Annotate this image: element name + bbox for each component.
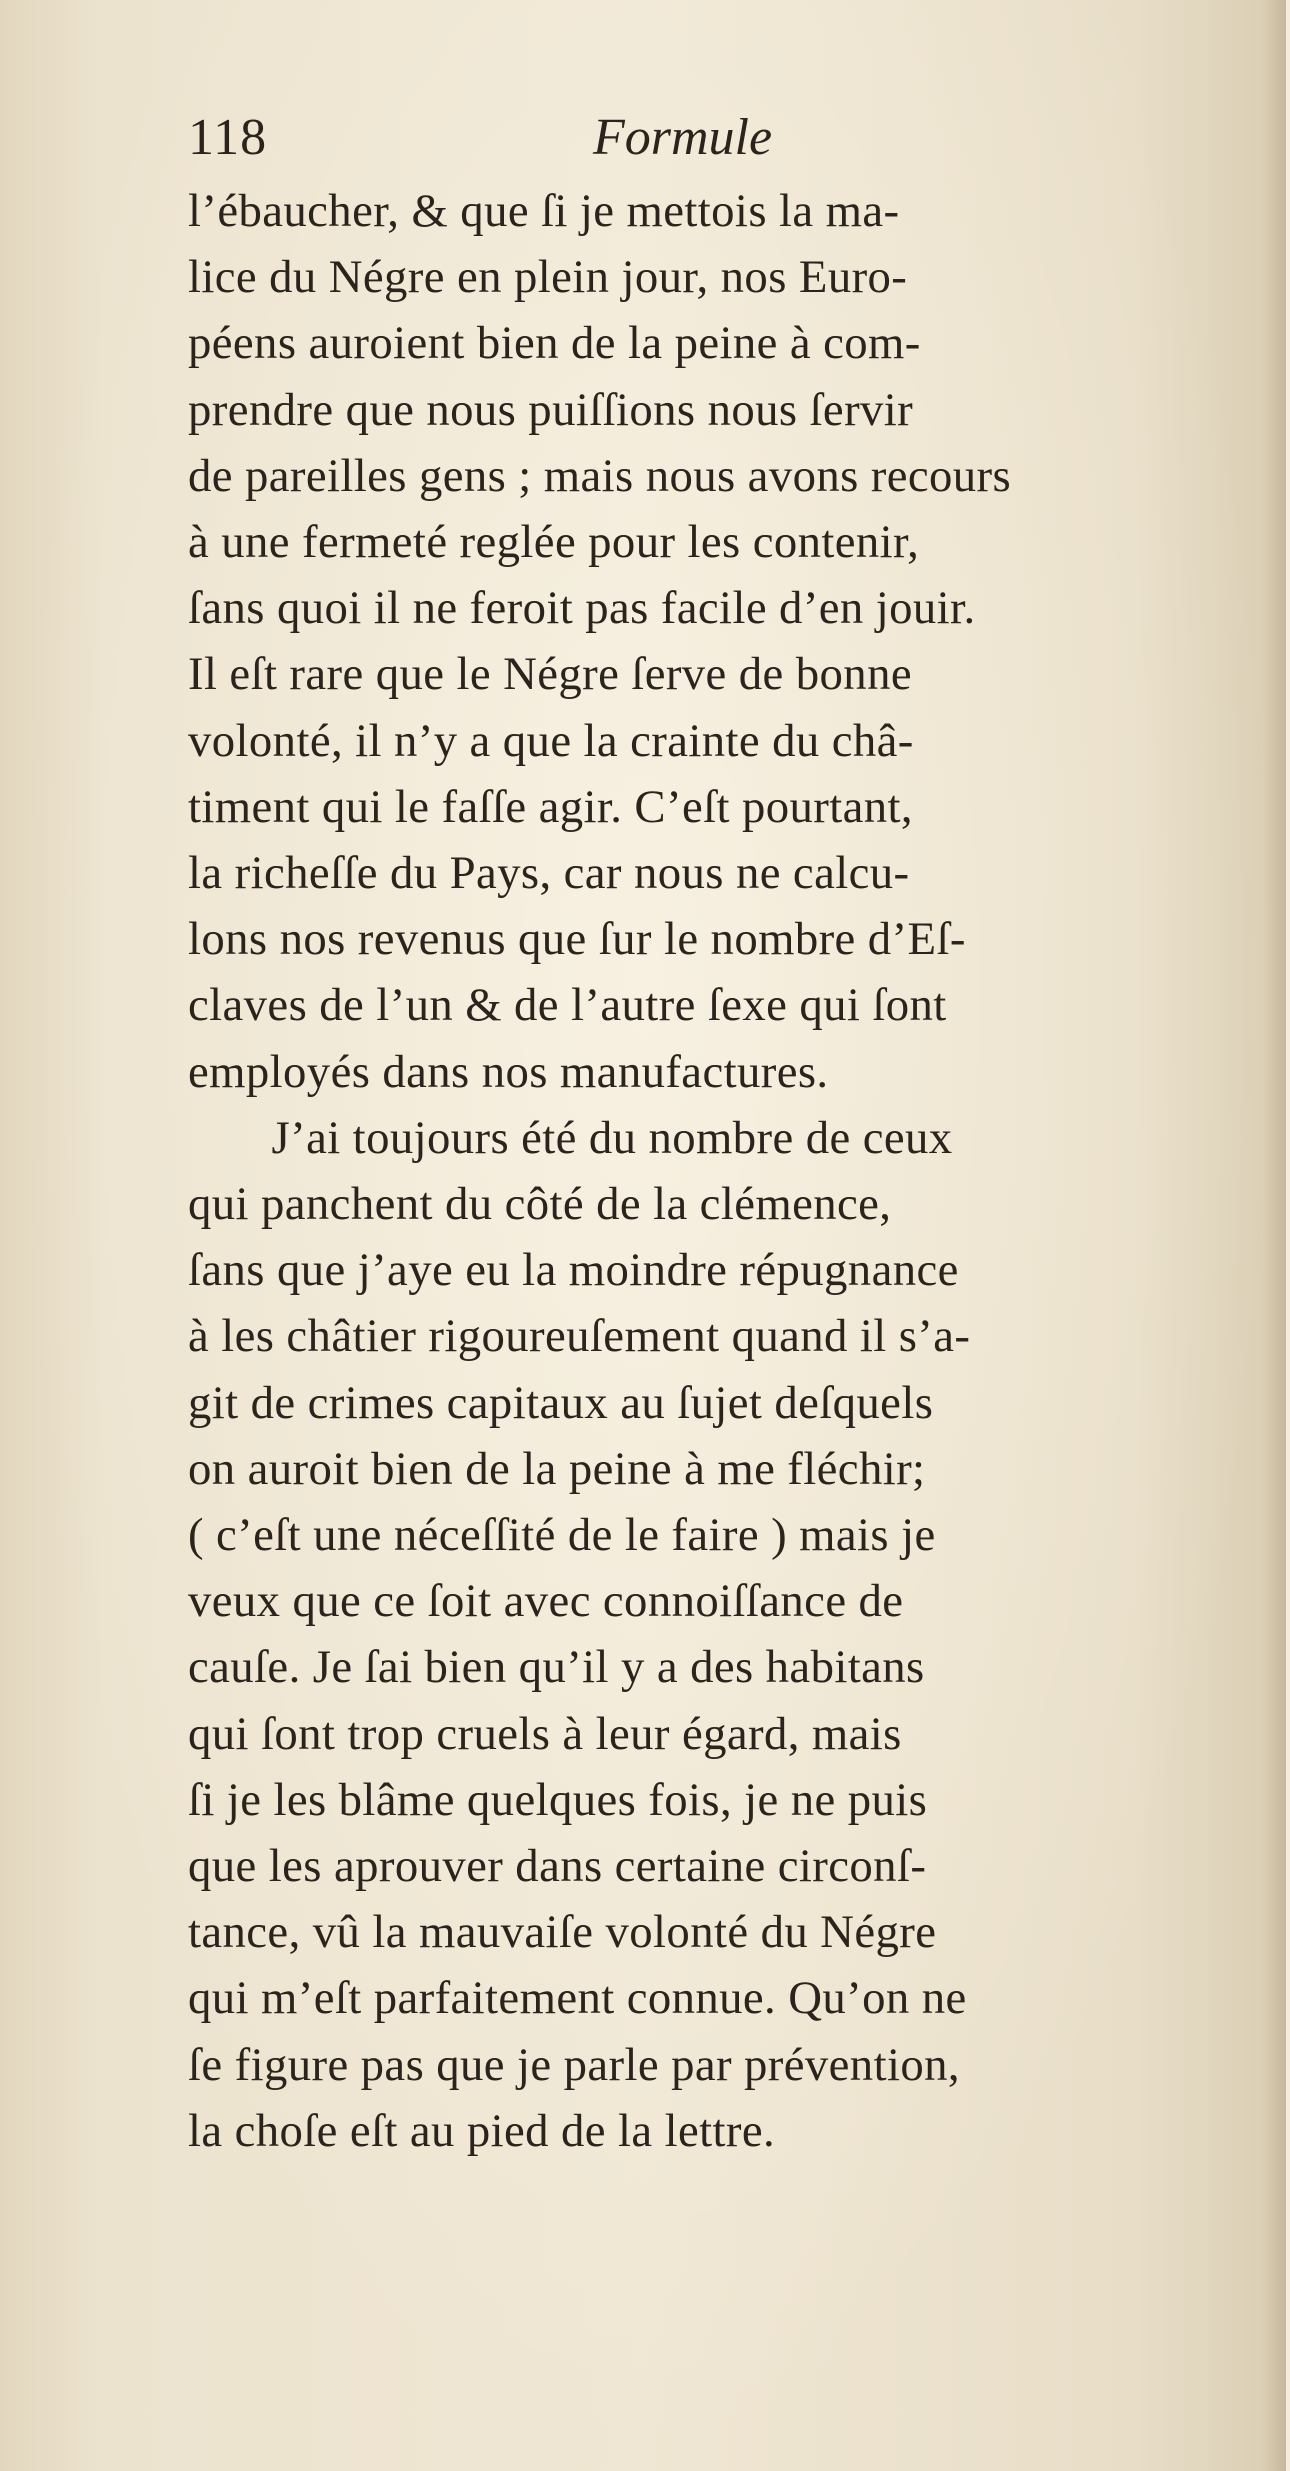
text-line: qui panchent du côté de la clémence, bbox=[188, 1178, 892, 1231]
text-line: la choſe eſt au pied de la lettre. bbox=[188, 2104, 776, 2157]
page-edge bbox=[1286, 0, 1290, 2471]
text-line: prendre que nous puiſſions nous ſervir bbox=[188, 383, 914, 436]
text-line: J’ai toujours été du nombre de ceux bbox=[271, 1111, 953, 1164]
text-line: timent qui le faſſe agir. C’eſt pourtant, bbox=[188, 780, 913, 833]
paragraph bbox=[188, 1105, 1268, 2164]
text-line: qui ſont trop cruels à leur égard, mais bbox=[188, 1707, 902, 1760]
running-head bbox=[188, 108, 1188, 178]
text-line: lice du Négre en plein jour, nos Euro- bbox=[188, 251, 908, 304]
text-line: qui m’eſt parfaitement connue. Qu’on ne bbox=[188, 1972, 967, 2025]
text-line: ſe figure pas que je parle par prévention, bbox=[188, 2038, 960, 2091]
text-line: on auroit bien de la peine à me fléchir; bbox=[188, 1442, 926, 1495]
text-line: de pareilles gens ; mais nous avons recours bbox=[188, 449, 1012, 502]
text-line: Il eſt rare que le Négre ſerve de bonne bbox=[188, 648, 912, 701]
page-number: 118 bbox=[188, 109, 268, 166]
running-title: Formule bbox=[593, 109, 773, 166]
text-line: péens auroient bien de la peine à com- bbox=[188, 317, 921, 370]
text-line: ( c’eſt une néceſſité de le faire ) mais je bbox=[188, 1509, 936, 1562]
body-text bbox=[188, 178, 1268, 2164]
paragraph bbox=[188, 178, 1268, 1105]
text-line: ſi je les blâme quelques fois, je ne puis bbox=[188, 1773, 928, 1826]
text-line: cauſe. Je ſai bien qu’il y a des habitans bbox=[188, 1641, 925, 1694]
text-line: que les aprouver dans certaine circonſ- bbox=[188, 1840, 927, 1893]
text-line: volonté, il n’y a que la crainte du châ- bbox=[188, 714, 914, 767]
text-line: git de crimes capitaux au ſujet deſquels bbox=[188, 1376, 934, 1429]
text-line: ſans quoi il ne feroit pas facile d’en jouir. bbox=[188, 582, 976, 635]
text-line: l’ébaucher, & que ſi je mettois la ma- bbox=[188, 185, 900, 237]
text-line: veux que ce ſoit avec connoiſſance de bbox=[188, 1575, 904, 1628]
text-line: à une fermeté reglée pour les contenir, bbox=[188, 516, 920, 569]
text-line: ſans que j’aye eu la moindre répugnance bbox=[188, 1244, 959, 1297]
text-line: la richeſſe du Pays, car nous ne calcu- bbox=[188, 847, 910, 900]
text-line: à les châtier rigoureuſement quand il s’a- bbox=[188, 1310, 971, 1363]
text-line: lons nos revenus que ſur le nombre d’Eſ- bbox=[188, 913, 966, 966]
text-line: tance, vû la mauvaiſe volonté du Négre bbox=[188, 1906, 937, 1959]
text-line: employés dans nos manufactures. bbox=[188, 1045, 829, 1098]
text-line: claves de l’un & de l’autre ſexe qui ſont bbox=[188, 979, 947, 1032]
